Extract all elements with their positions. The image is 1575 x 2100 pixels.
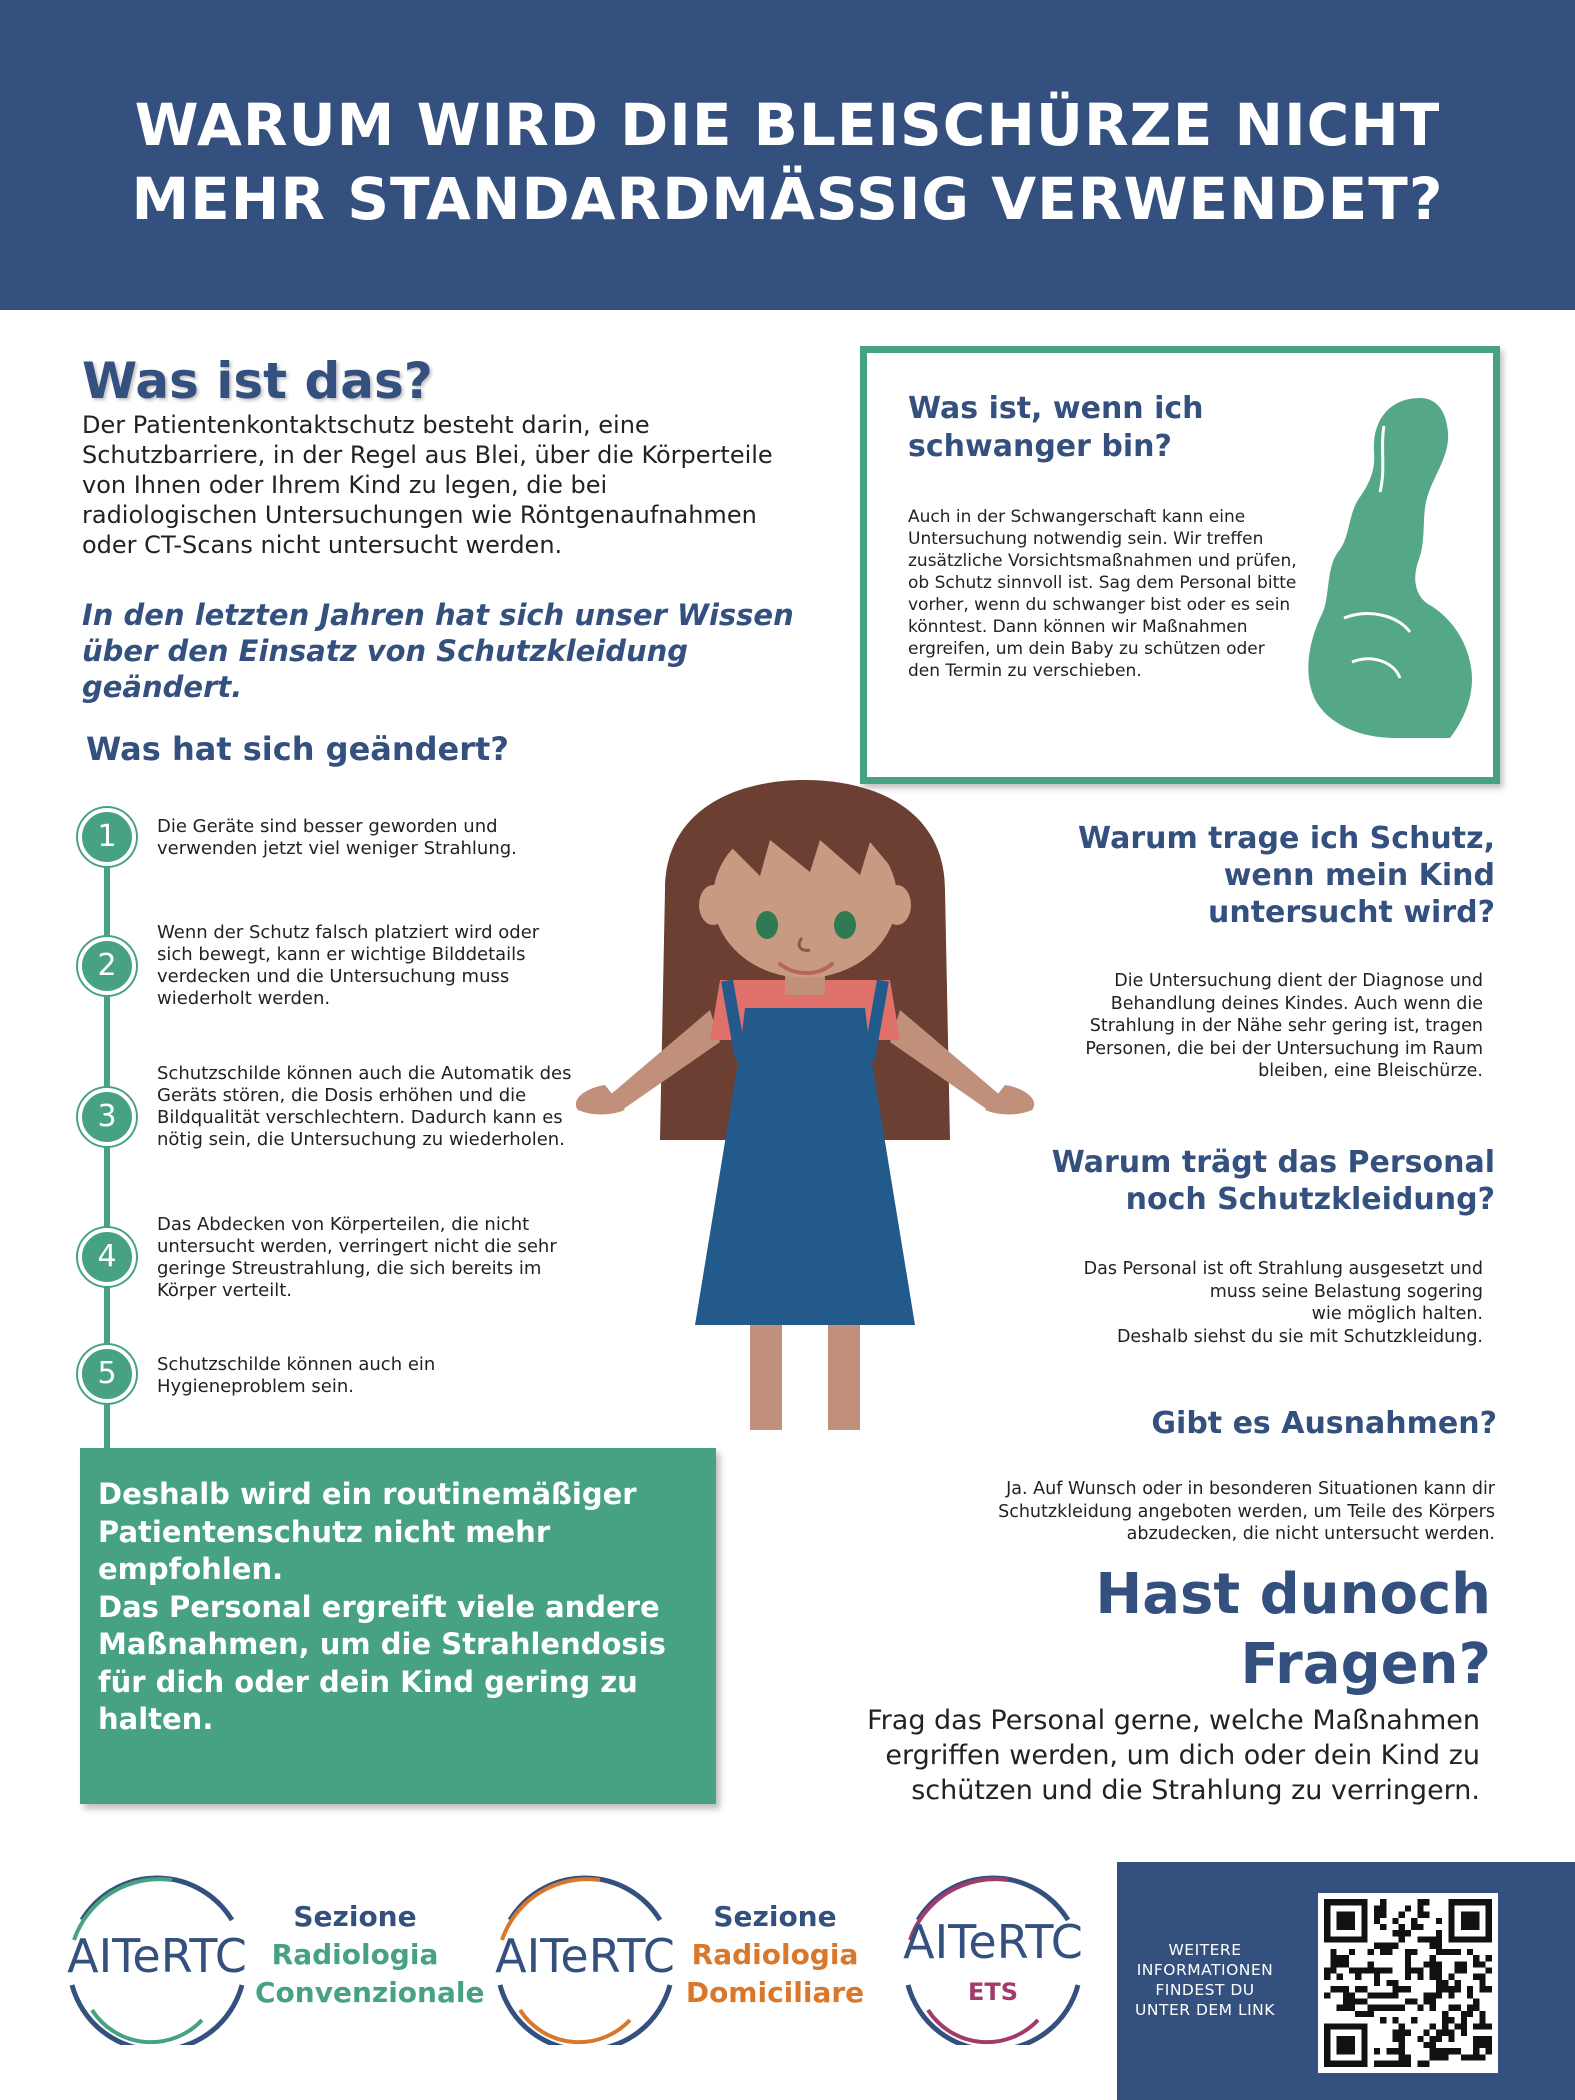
page-title-line-1: WARUM WIRD DIE BLEISCHÜRZE NICHT [134,91,1441,159]
logo-2-label-line-3: Domiciliare [685,1976,865,2009]
exceptions-text-line-3: abzudecken, die nicht untersucht werden. [1126,1524,1495,1544]
logo-1-label-line-3: Convenzionale [255,1976,485,2009]
child-text-line-4: Personen, die bei der Untersuchung im Raum [1085,1038,1483,1059]
pregnancy-text: Auch in der Schwangerschaft kann eine Untersuchung notwendig sein. Wir treffen zusätzliche Vorsichtsmaßnahmen und prüfen, ob Schutz sinnvoll ist. Sag dem Personal bitte vorher, wenn du schwanger bist oder es sein könntest. Dann können wir Maßnahmen ergreifen, um dein Baby zu schützen oder den Termin zu verschieben. [908,507,1297,681]
child-heading-line-1: Warum trage ich Schutz, [1078,821,1495,856]
page-title-line-2: MEHR STANDARDMÄSSIG VERWENDET? [131,165,1444,233]
child-protection-text [1085,970,1483,1083]
step-number-4: 4 [78,1228,136,1286]
child-text-line-1: Die Untersuchung dient der Diagnose und [1114,971,1483,991]
staff-heading-line-1: Warum trägt das Personal [1051,1145,1495,1180]
child-text-line-3: Strahlung in der Nähe sehr gering ist, tragen [1089,1016,1483,1036]
step-text-5: Schutzschilde können auch ein Hygieneproblem sein. [157,1354,436,1397]
qr-code-icon[interactable] [1318,1893,1498,2073]
questions-text: Frag das Personal gerne, welche Maßnahmen ergriffen werden, um dich oder dein Kind zu schützen und die Strahlung zu verringern. [867,1705,1480,1806]
more-info-text: WEITERE INFORMATIONEN FINDEST DU UNTER DEM LINK [1135,1941,1275,2019]
step-number-3: 3 [78,1088,136,1146]
conclusion-text [98,1476,698,1739]
staff-protection-text [1084,1258,1483,1348]
what-is-it-heading: Was ist das? [82,352,433,410]
conclusion-box [80,1448,716,1804]
step-text-2: Wenn der Schutz falsch platziert wird oder sich bewegt, kann er wichtige Bilddetails verdecken und die Untersuchung muss wiederholt werden. [157,922,540,1009]
conclusion-line-1: Deshalb wird ein routinemäßiger Patientenschutz nicht mehr empfohlen. [98,1477,637,1586]
staff-text-line-4: Deshalb siehst du sie mit Schutzkleidung. [1116,1326,1483,1347]
child-heading-line-2: wenn mein Kind [1223,858,1495,893]
questions-heading-line-2: Fragen? [1240,1632,1491,1697]
header-banner [0,0,1575,310]
exceptions-heading: Gibt es Ausnahmen? [1151,1406,1497,1441]
aitertc-logo-convenzionale [52,1870,262,2045]
what-is-it-text: Der Patientenkontaktschutz besteht darin, eine Schutzbarriere, in der Regel aus Blei, über die Körperteile von Ihnen oder Ihrem Kind zu legen, die bei radiologischen Untersuchungen wie Röntgenaufnahmen oder CT-Scans nicht untersucht werden. [82,411,773,559]
logo-1-name: AITeRTC [67,1929,247,1983]
aitertc-logo-ets [888,1870,1098,2045]
questions-heading-line-1: Hast dunoch [1095,1562,1491,1627]
conclusion-line-2: Das Personal ergreift viele andere Maßnahmen, um die Strahlendosis für dich oder dein Kind gering zu halten. [98,1589,666,1736]
questions-heading [1095,1560,1491,1700]
logo-2-label [680,1898,870,2012]
staff-heading-line-2: noch Schutzkleidung? [1125,1182,1495,1217]
logo-3-sub: ETS [967,1978,1019,2006]
what-changed-heading: Was hat sich geändert? [86,730,509,768]
page-title [60,88,1515,236]
logo-2-label-line-1: Sezione [713,1900,837,1933]
staff-text-line-3: wie möglich halten. [1311,1304,1483,1324]
logo-1-label [255,1898,485,2012]
exceptions-text-line-1: Ja. Auf Wunsch oder in besonderen Situationen kann dir [1006,1479,1495,1499]
staff-protection-heading [1052,1144,1495,1218]
staff-text-line-2: muss seine Belastung sogering [1209,1281,1483,1302]
staff-text-line-1: Das Personal ist oft Strahlung ausgesetzt und [1083,1259,1483,1279]
step-number-2: 2 [78,937,136,995]
child-protection-heading [1078,820,1495,931]
child-illustration [570,780,1040,1450]
step-text-4: Das Abdecken von Körperteilen, die nicht untersucht werden, verringert nicht die sehr geringe Streustrahlung, die sich bereits im Körper verteilt. [157,1214,557,1301]
aitertc-logo-domiciliare [480,1870,690,2045]
logo-2-name: AITeRTC [495,1929,675,1983]
child-text-line-5: bleiben, eine Bleischürze. [1258,1061,1483,1081]
logo-2-label-line-2: Radiologia [691,1938,859,1971]
logo-3-name: AITeRTC [903,1915,1083,1969]
logo-1-label-line-1: Sezione [293,1900,417,1933]
child-text-line-2: Behandlung deines Kindes. Auch wenn die [1110,993,1483,1014]
step-text-1: Die Geräte sind besser geworden und verwenden jetzt viel weniger Strahlung. [157,816,517,859]
step-text-3: Schutzschilde können auch die Automatik des Geräts stören, die Dosis erhöhen und die Bildqualität verschlechtern. Dadurch kann es nötig sein, die Untersuchung zu wiederholen. [157,1063,572,1150]
exceptions-text [998,1478,1495,1546]
pregnant-woman-icon [1300,392,1480,740]
pregnancy-heading: Was ist, wenn ich schwanger bin? [908,391,1204,464]
logo-1-label-line-2: Radiologia [271,1938,439,1971]
exceptions-text-line-2: Schutzkleidung angeboten werden, um Teile des Körpers [998,1501,1495,1522]
step-number-1: 1 [78,808,136,866]
child-heading-line-3: untersucht wird? [1207,895,1495,930]
knowledge-changed-text: In den letzten Jahren hat sich unser Wissen über den Einsatz von Schutzkleidung geändert. [82,598,794,704]
step-number-5: 5 [78,1345,136,1403]
